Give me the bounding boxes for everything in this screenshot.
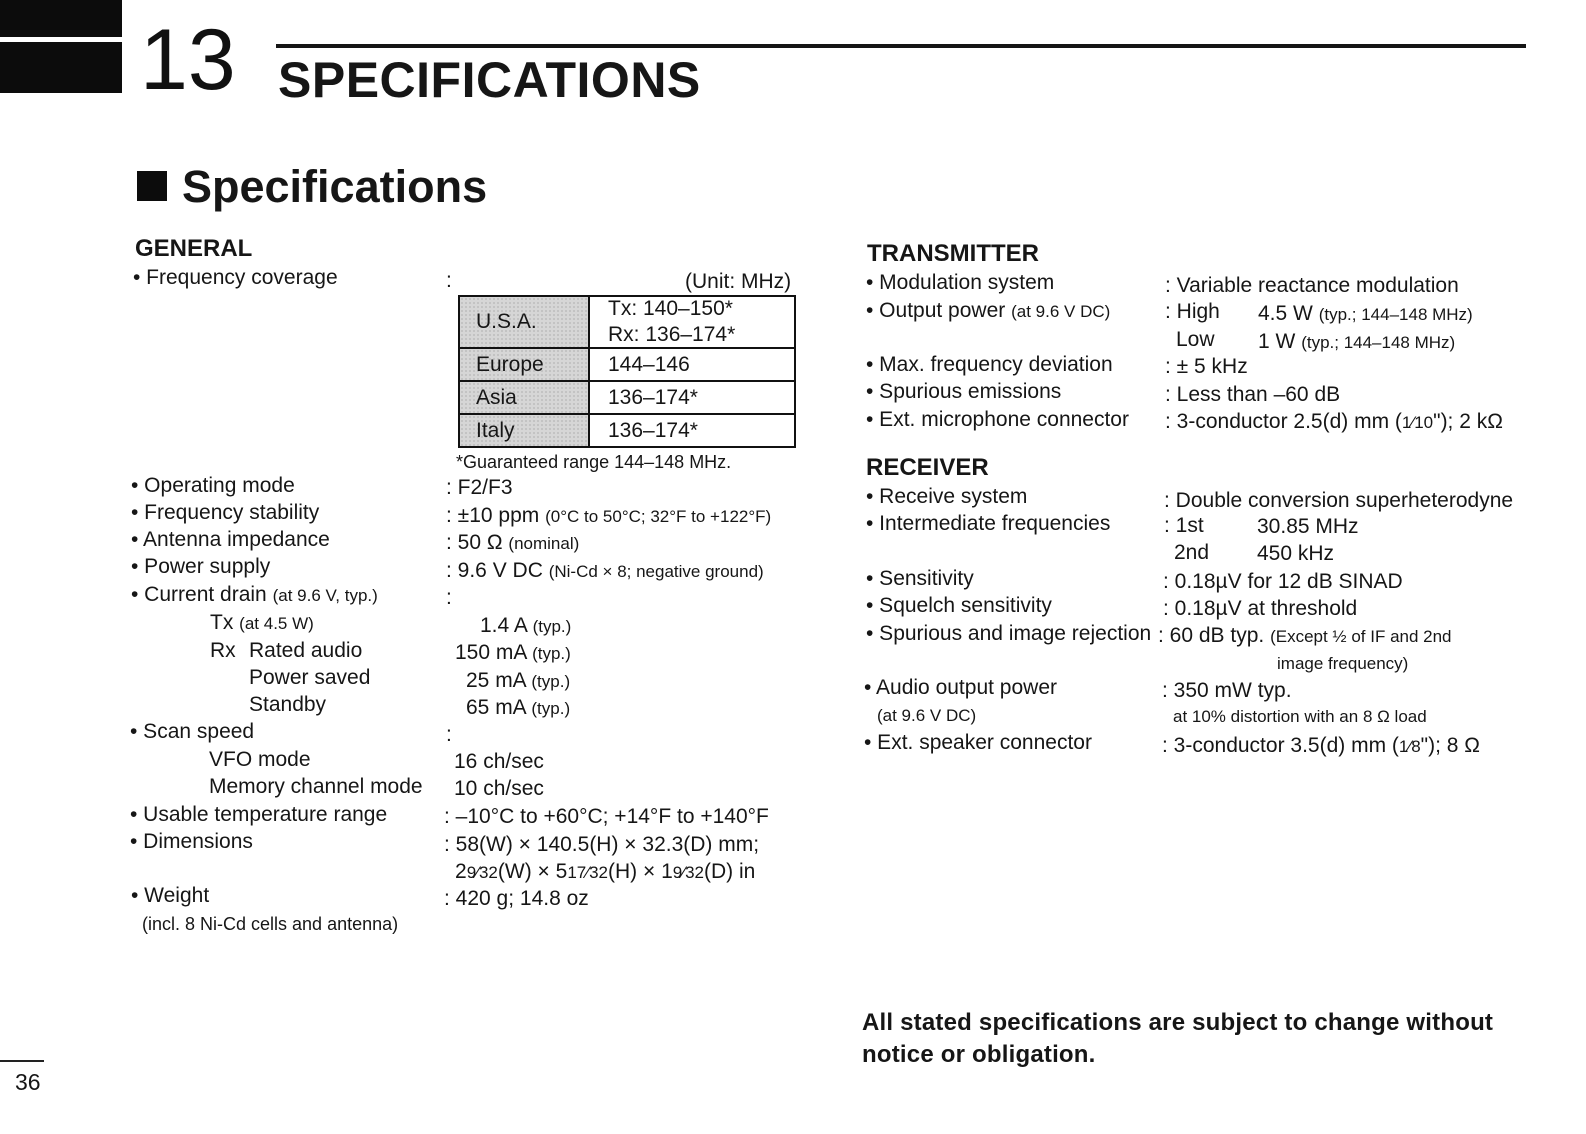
output-high-value: 4.5 W [1258, 302, 1313, 325]
dim-w-suffix: (W) × [497, 860, 556, 883]
power-supply-label: • Power supply [131, 555, 271, 578]
table-region-cell: Italy [459, 414, 589, 447]
weight-note: (incl. 8 Ni-Cd cells and antenna) [142, 914, 399, 934]
vfo-value: 16 ch/sec [454, 750, 544, 773]
tx-label: Tx [210, 611, 234, 634]
standby-label: Standby [249, 693, 327, 716]
freq-coverage-label: • Frequency coverage [133, 266, 338, 289]
table-value-cell: 136–174* [589, 414, 795, 447]
vfo-label: VFO mode [209, 748, 311, 771]
operating-mode-label: • Operating mode [131, 474, 295, 497]
mic-connector-text: : 3-conductor 2.5(d) mm ( [1165, 410, 1402, 433]
standby-typ-note: (typ.) [531, 699, 571, 718]
power-saved-label: Power saved [249, 666, 371, 689]
table-region-cell: Asia [459, 381, 589, 414]
table-region-cell: Europe [459, 348, 589, 381]
transmitter-heading: TRANSMITTER [867, 240, 1039, 267]
audio-output-note-left: (at 9.6 V DC) [877, 706, 977, 725]
rx-label: Rx [210, 639, 236, 662]
speaker-connector-suffix: "); 8 Ω [1420, 734, 1480, 757]
output-power-label: • Output power [866, 299, 1006, 322]
mic-connector-value [1165, 408, 1503, 436]
power-supply-value: : 9.6 V DC [446, 559, 543, 582]
mic-connector-suffix: "); 2 kΩ [1433, 410, 1503, 433]
tx-value: 1.4 A [480, 614, 527, 637]
tx-note: (at 4.5 W) [239, 614, 314, 633]
sensitivity-label: • Sensitivity [866, 567, 974, 590]
weight-value: : 420 g; 14.8 oz [444, 887, 589, 910]
audio-output-label: • Audio output power [864, 676, 1057, 699]
dim-d-whole: 1 [661, 860, 673, 883]
dim-w-fraction: 9⁄32 [466, 863, 498, 882]
output-high-note: (typ.; 144–148 MHz) [1318, 305, 1473, 324]
scan-speed-label: • Scan speed [130, 720, 255, 743]
receive-system-label: • Receive system [866, 485, 1028, 508]
dim-d-suffix: (D) in [703, 860, 756, 883]
image-rejection-label: • Spurious and image rejection [866, 622, 1152, 645]
temp-range-label: • Usable temperature range [130, 803, 388, 826]
antenna-note: (nominal) [508, 534, 580, 553]
freq-stability-value: : ±10 ppm [446, 504, 540, 527]
disclaimer-line-2: notice or obligation. [862, 1041, 1096, 1068]
spurious-emissions-value: : Less than –60 dB [1165, 383, 1341, 406]
output-power-note: (at 9.6 V DC) [1011, 302, 1111, 321]
receiver-heading: RECEIVER [866, 454, 989, 481]
table-value-cell: 136–174* [589, 381, 795, 414]
if-1st-label: : 1st [1164, 514, 1204, 537]
speaker-connector-text: : 3-conductor 3.5(d) mm ( [1162, 734, 1399, 757]
dim-h-whole: 5 [555, 860, 568, 883]
dimensions-label: • Dimensions [130, 830, 253, 853]
power-supply-note: (Ni-Cd × 8; negative ground) [548, 562, 764, 581]
section-title: Specifications [182, 161, 488, 212]
table-value-cell: 144–146 [589, 348, 795, 381]
rated-audio-typ-note: (typ.) [532, 644, 571, 663]
general-heading: GENERAL [135, 235, 253, 262]
chapter-rule [276, 44, 1526, 48]
spurious-emissions-label: • Spurious emissions [866, 380, 1062, 403]
mic-connector-fraction: 1⁄10 [1401, 413, 1434, 432]
deviation-value: : ± 5 kHz [1165, 355, 1248, 378]
if-label: • Intermediate frequencies [866, 512, 1111, 535]
modulation-value: : Variable reactance modulation [1165, 274, 1459, 297]
antenna-label: • Antenna impedance [131, 528, 330, 551]
audio-output-note-right: at 10% distortion with an 8 Ω load [1173, 707, 1427, 726]
mic-connector-label: • Ext. microphone connector [866, 408, 1129, 431]
standby-value: 65 mA [466, 696, 526, 719]
audio-output-value: : 350 mW typ. [1162, 679, 1292, 702]
antenna-value: : 50 Ω [446, 531, 503, 554]
disclaimer-note [862, 1007, 1493, 1071]
chapter-tab-block [0, 0, 122, 93]
weight-label: • Weight [131, 884, 210, 907]
current-drain-note: (at 9.6 V, typ.) [272, 586, 378, 605]
scan-speed-colon: : [446, 723, 452, 746]
receive-system-value: : Double conversion superheterodyne [1164, 489, 1514, 512]
table-value-line: Tx: 140–150* [608, 297, 733, 320]
if-2nd-label: 2nd [1174, 541, 1210, 564]
dimensions-in-value [455, 858, 755, 886]
modulation-label: • Modulation system [866, 271, 1055, 294]
rated-audio-value: 150 mA [455, 641, 527, 664]
table-region-cell: U.S.A. [459, 296, 589, 348]
deviation-label: • Max. frequency deviation [866, 353, 1113, 376]
current-drain-label: • Current drain [131, 583, 267, 606]
power-saved-value: 25 mA [466, 669, 526, 692]
frequency-table [458, 295, 796, 448]
disclaimer-line-1: All stated specifications are subject to change without [862, 1009, 1494, 1036]
dim-h-fraction: 17⁄32 [567, 863, 608, 882]
speaker-connector-fraction: 1⁄8 [1398, 737, 1421, 756]
memory-mode-label: Memory channel mode [209, 775, 423, 798]
freq-coverage-colon: : [446, 269, 452, 292]
output-low-label: Low [1176, 328, 1215, 351]
image-rejection-note: (Except ½ of IF and 2nd [1270, 627, 1452, 646]
table-value-line: Rx: 136–174* [608, 323, 736, 346]
squelch-value: : 0.18µV at threshold [1163, 597, 1358, 620]
if-2nd-value: 450 kHz [1257, 542, 1335, 565]
sensitivity-value: : 0.18µV for 12 dB SINAD [1163, 570, 1403, 593]
dim-w-whole: 2 [455, 860, 467, 883]
squelch-label: • Squelch sensitivity [866, 594, 1052, 617]
output-low-note: (typ.; 144–148 MHz) [1301, 333, 1456, 352]
dim-h-suffix: (H) × [608, 860, 662, 883]
unit-note: (Unit: MHz) [685, 270, 792, 293]
chapter-number: 13 [140, 12, 236, 108]
operating-mode-value: : F2/F3 [446, 476, 513, 499]
chapter-title: SPECIFICATIONS [278, 52, 701, 108]
guaranteed-note: *Guaranteed range 144–148 MHz. [456, 452, 732, 472]
speaker-connector-value [1162, 732, 1480, 760]
temp-range-value: : –10°C to +60°C; +14°F to +140°F [444, 805, 769, 828]
power-saved-typ-note: (typ.) [531, 672, 571, 691]
dimensions-mm-value: : 58(W) × 140.5(H) × 32.3(D) mm; [444, 833, 760, 856]
speaker-connector-label: • Ext. speaker connector [864, 731, 1092, 754]
current-drain-colon: : [446, 586, 452, 609]
output-high-label: : High [1165, 300, 1220, 323]
page-number: 36 [15, 1069, 41, 1095]
table-value-cell [589, 296, 795, 348]
output-low-value: 1 W [1258, 330, 1296, 353]
if-1st-value: 30.85 MHz [1257, 515, 1359, 538]
dim-d-fraction: 9⁄32 [672, 863, 704, 882]
tx-typ-note: (typ.) [532, 617, 572, 636]
memory-mode-value: 10 ch/sec [454, 777, 544, 800]
rated-audio-label: Rated audio [249, 639, 363, 662]
image-rejection-note-2: image frequency) [1277, 654, 1409, 673]
page-number-rule [0, 1060, 44, 1062]
section-bullet-square [137, 171, 167, 201]
chapter-tab-stripe [0, 37, 122, 42]
freq-stability-note: (0°C to 50°C; 32°F to +122°F) [545, 507, 772, 526]
image-rejection-value: : 60 dB typ. [1158, 624, 1265, 647]
freq-stability-label: • Frequency stability [131, 501, 320, 524]
